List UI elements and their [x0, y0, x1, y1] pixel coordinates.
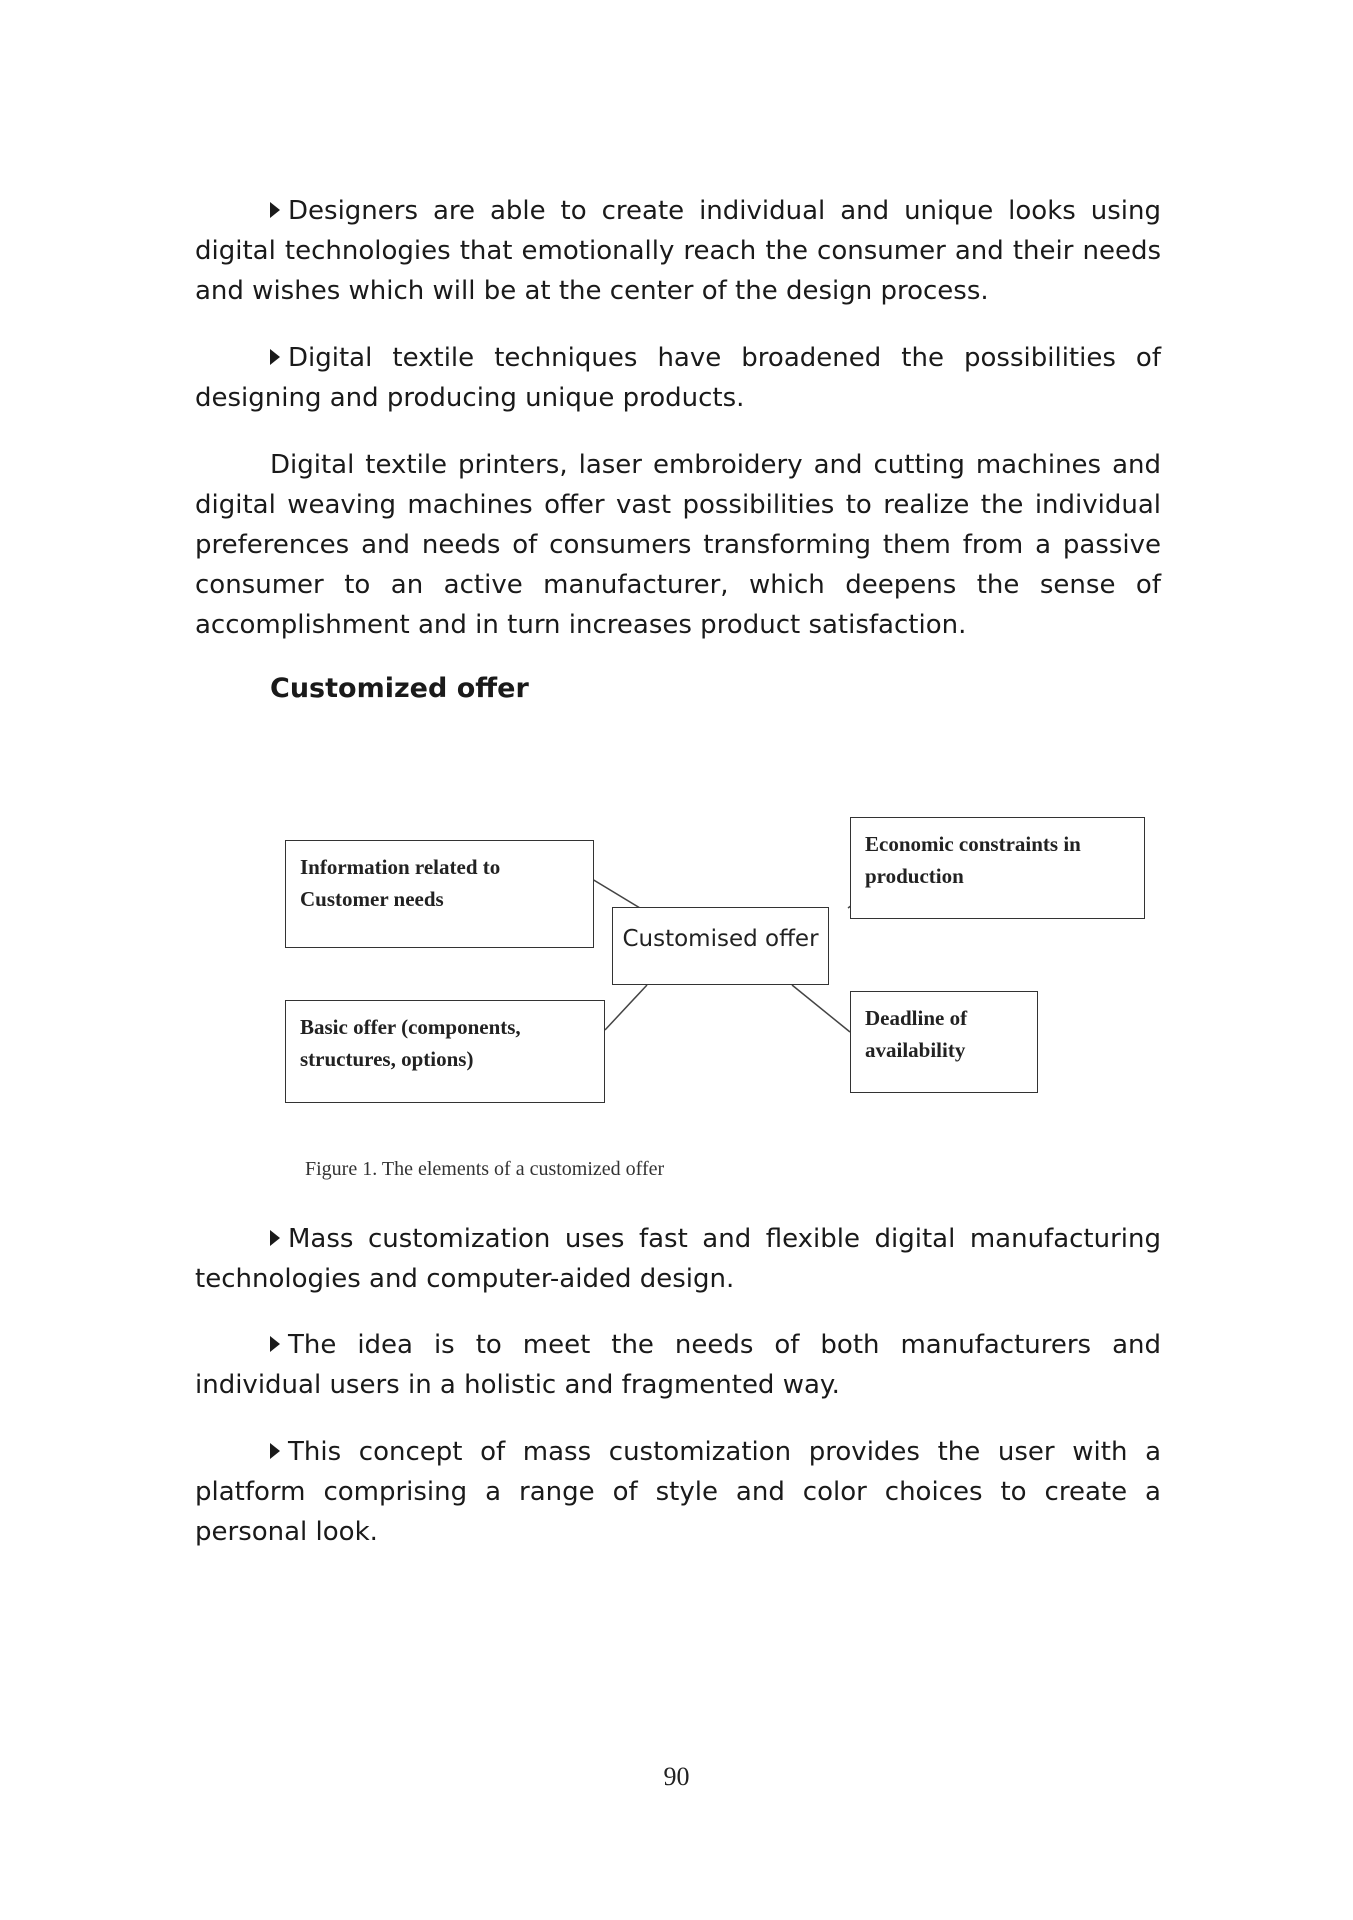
box-line: Information related to — [300, 855, 501, 879]
paragraph-bullet-5 — [195, 1325, 1161, 1405]
paragraph-text: This concept of mass customization provides the user with a platform comprising a range of style and color choices to create a personal look. — [195, 1437, 1161, 1547]
connector-bottom-left — [605, 985, 647, 1030]
center-label: Customised offer — [622, 926, 819, 952]
box-customer-needs — [285, 840, 594, 948]
box-line: availability — [865, 1038, 966, 1062]
paragraph-bullet-6 — [195, 1432, 1161, 1552]
box-economic-constraints — [850, 817, 1145, 919]
paragraph-text: Digital textile techniques have broadened the possibilities of designing and producing unique products. — [195, 343, 1161, 413]
connector-top-left — [592, 879, 640, 908]
paragraph-text: The idea is to meet the needs of both manufacturers and individual users in a holistic and fragmented way. — [195, 1330, 1161, 1400]
page-number: 90 — [663, 1762, 690, 1791]
paragraph-text: Mass customization uses fast and flexible digital manufacturing technologies and computer-aided design. — [195, 1224, 1161, 1294]
box-line: Deadline of — [865, 1006, 968, 1030]
box-deadline — [850, 991, 1038, 1093]
box-line: production — [865, 864, 964, 888]
connector-bottom-right — [792, 985, 850, 1032]
box-line: Basic offer (components, — [300, 1015, 521, 1039]
box-line: Economic constraints in — [865, 832, 1081, 856]
paragraph-text: Designers are able to create individual and unique looks using digital technologies that emotionally reach the consumer and their needs and wishes which will be at the center of the design process. — [195, 196, 1161, 306]
section-heading: Customized offer — [270, 673, 529, 704]
paragraph-bullet-4 — [195, 1219, 1161, 1299]
box-customised-offer — [612, 907, 829, 985]
triangle-bullet-icon — [270, 1336, 280, 1352]
figure-caption: Figure 1. The elements of a customized offer — [305, 1158, 665, 1180]
triangle-bullet-icon — [270, 1230, 280, 1246]
box-basic-offer — [285, 1000, 605, 1103]
box-line: Customer needs — [300, 887, 444, 911]
box-line: structures, options) — [300, 1047, 474, 1071]
paragraph-text: Digital textile printers, laser embroidery and cutting machines and digital weaving machines offer vast possibilities to realize the individual preferences and needs of consumers transforming them from a passive consumer to an active manufacturer, which deepens the sense of accomplishment and in turn increases product satisfaction. — [195, 450, 1161, 640]
triangle-bullet-icon — [270, 1443, 280, 1459]
